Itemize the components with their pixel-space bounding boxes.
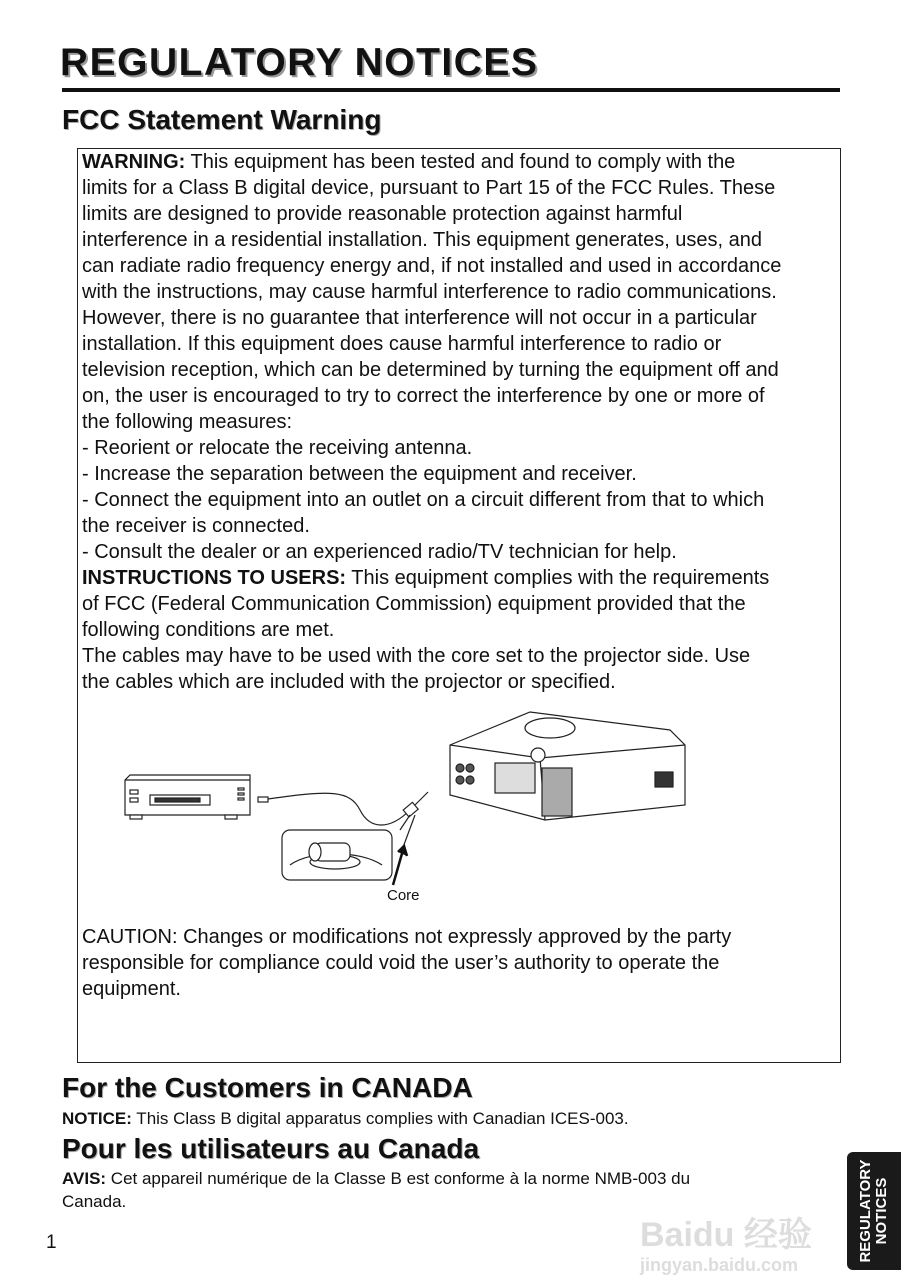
statement-line xyxy=(82,175,781,201)
statement-bold-label: WARNING: xyxy=(82,151,186,173)
tab-line-2: NOTICES xyxy=(873,1177,890,1245)
canada-heading-fr: Pour les utilisateurs au Canada xyxy=(62,1133,480,1164)
statement-text: - Consult the dealer or an experienced radio/TV technician for help. xyxy=(82,541,677,563)
avis-text-2: Canada. xyxy=(62,1192,127,1211)
statement-line xyxy=(82,409,781,435)
vcr-icon xyxy=(125,775,250,819)
statement-line xyxy=(82,643,781,669)
statement-text: limits for a Class B digital device, pursuant to Part 15 of the FCC Rules. These xyxy=(82,177,776,199)
caution-text xyxy=(82,924,731,1002)
page-number: 1 xyxy=(46,1232,57,1253)
core-arrow-icon xyxy=(393,846,407,885)
avis-label: AVIS: xyxy=(62,1169,107,1188)
statement-line xyxy=(82,253,781,279)
canada-heading: For the Customers in CANADA xyxy=(62,1072,473,1103)
statement-line xyxy=(82,591,781,617)
page-title: REGULATORY NOTICES xyxy=(60,41,539,84)
section-tab[interactable] xyxy=(847,1152,901,1270)
statement-line xyxy=(82,279,781,305)
statement-text: - Connect the equipment into an outlet on a circuit different from that to which xyxy=(82,489,765,511)
statement-text: - Reorient or relocate the receiving antenna. xyxy=(82,437,473,459)
caution-line: equipment. xyxy=(82,978,181,1000)
statement-text: installation. If this equipment does cause harmful interference to radio or xyxy=(82,333,722,355)
core-label: Core xyxy=(387,887,420,904)
statement-text: with the instructions, may cause harmful interference to radio communications. xyxy=(82,281,777,303)
statement-bold-label: INSTRUCTIONS TO USERS: xyxy=(82,567,347,589)
projector-icon xyxy=(450,712,685,820)
caution-line: CAUTION: Changes or modifications not expressly approved by the party xyxy=(82,926,732,948)
statement-line xyxy=(82,227,781,253)
statement-text: the cables which are included with the projector or specified. xyxy=(82,671,616,693)
notice-text: This Class B digital apparatus complies with Canadian ICES-003. xyxy=(131,1109,629,1128)
caution-line: responsible for compliance could void the user’s authority to operate the xyxy=(82,952,720,974)
statement-text: This equipment has been tested and found to comply with the xyxy=(185,151,736,173)
statement-line xyxy=(82,357,781,383)
notice-label: NOTICE: xyxy=(62,1109,132,1128)
fcc-heading: FCC Statement Warning xyxy=(62,104,382,135)
statement-text: the receiver is connected. xyxy=(82,515,310,537)
canada-notice xyxy=(62,1107,629,1130)
watermark-url: jingyan.baidu.com xyxy=(640,1255,799,1275)
statement-line xyxy=(82,513,781,539)
statement-line xyxy=(82,565,781,591)
statement-line xyxy=(82,435,781,461)
statement-line xyxy=(82,539,781,565)
watermark: Baidu 经验 xyxy=(640,1216,812,1254)
statement-line xyxy=(82,149,781,175)
statement-line xyxy=(82,305,781,331)
core-detail xyxy=(282,830,392,880)
statement-text: the following measures: xyxy=(82,411,293,433)
statement-line xyxy=(82,461,781,487)
statement-text: - Increase the separation between the equipment and receiver. xyxy=(82,463,637,485)
statement-text: The cables may have to be used with the core set to the projector side. Use xyxy=(82,645,751,667)
statement-line xyxy=(82,201,781,227)
statement-line xyxy=(82,669,781,695)
statement-text: following conditions are met. xyxy=(82,619,335,641)
projector-connection-diagram xyxy=(110,700,710,910)
statement-text: interference in a residential installation. This equipment generates, uses, and xyxy=(82,229,763,251)
statement-text: However, there is no guarantee that interference will not occur in a particular xyxy=(82,307,757,329)
title-rule xyxy=(62,88,840,92)
avis-text: Cet appareil numérique de la Classe B est conforme à la norme NMB-003 du xyxy=(106,1169,691,1188)
statement-text: television reception, which can be determined by turning the equipment off and xyxy=(82,359,779,381)
canada-avis xyxy=(62,1167,690,1213)
fcc-statement-text xyxy=(82,149,781,695)
statement-text: of FCC (Federal Communication Commission) equipment provided that the xyxy=(82,593,746,615)
statement-text: This equipment complies with the requirements xyxy=(346,567,770,589)
statement-text: on, the user is encouraged to try to correct the interference by one or more of xyxy=(82,385,765,407)
statement-line xyxy=(82,383,781,409)
statement-line xyxy=(82,487,781,513)
statement-line xyxy=(82,331,781,357)
tab-line-1: REGULATORY xyxy=(857,1159,874,1263)
statement-text: limits are designed to provide reasonable protection against harmful xyxy=(82,203,683,225)
statement-text: can radiate radio frequency energy and, if not installed and used in accordance xyxy=(82,255,782,277)
statement-line xyxy=(82,617,781,643)
